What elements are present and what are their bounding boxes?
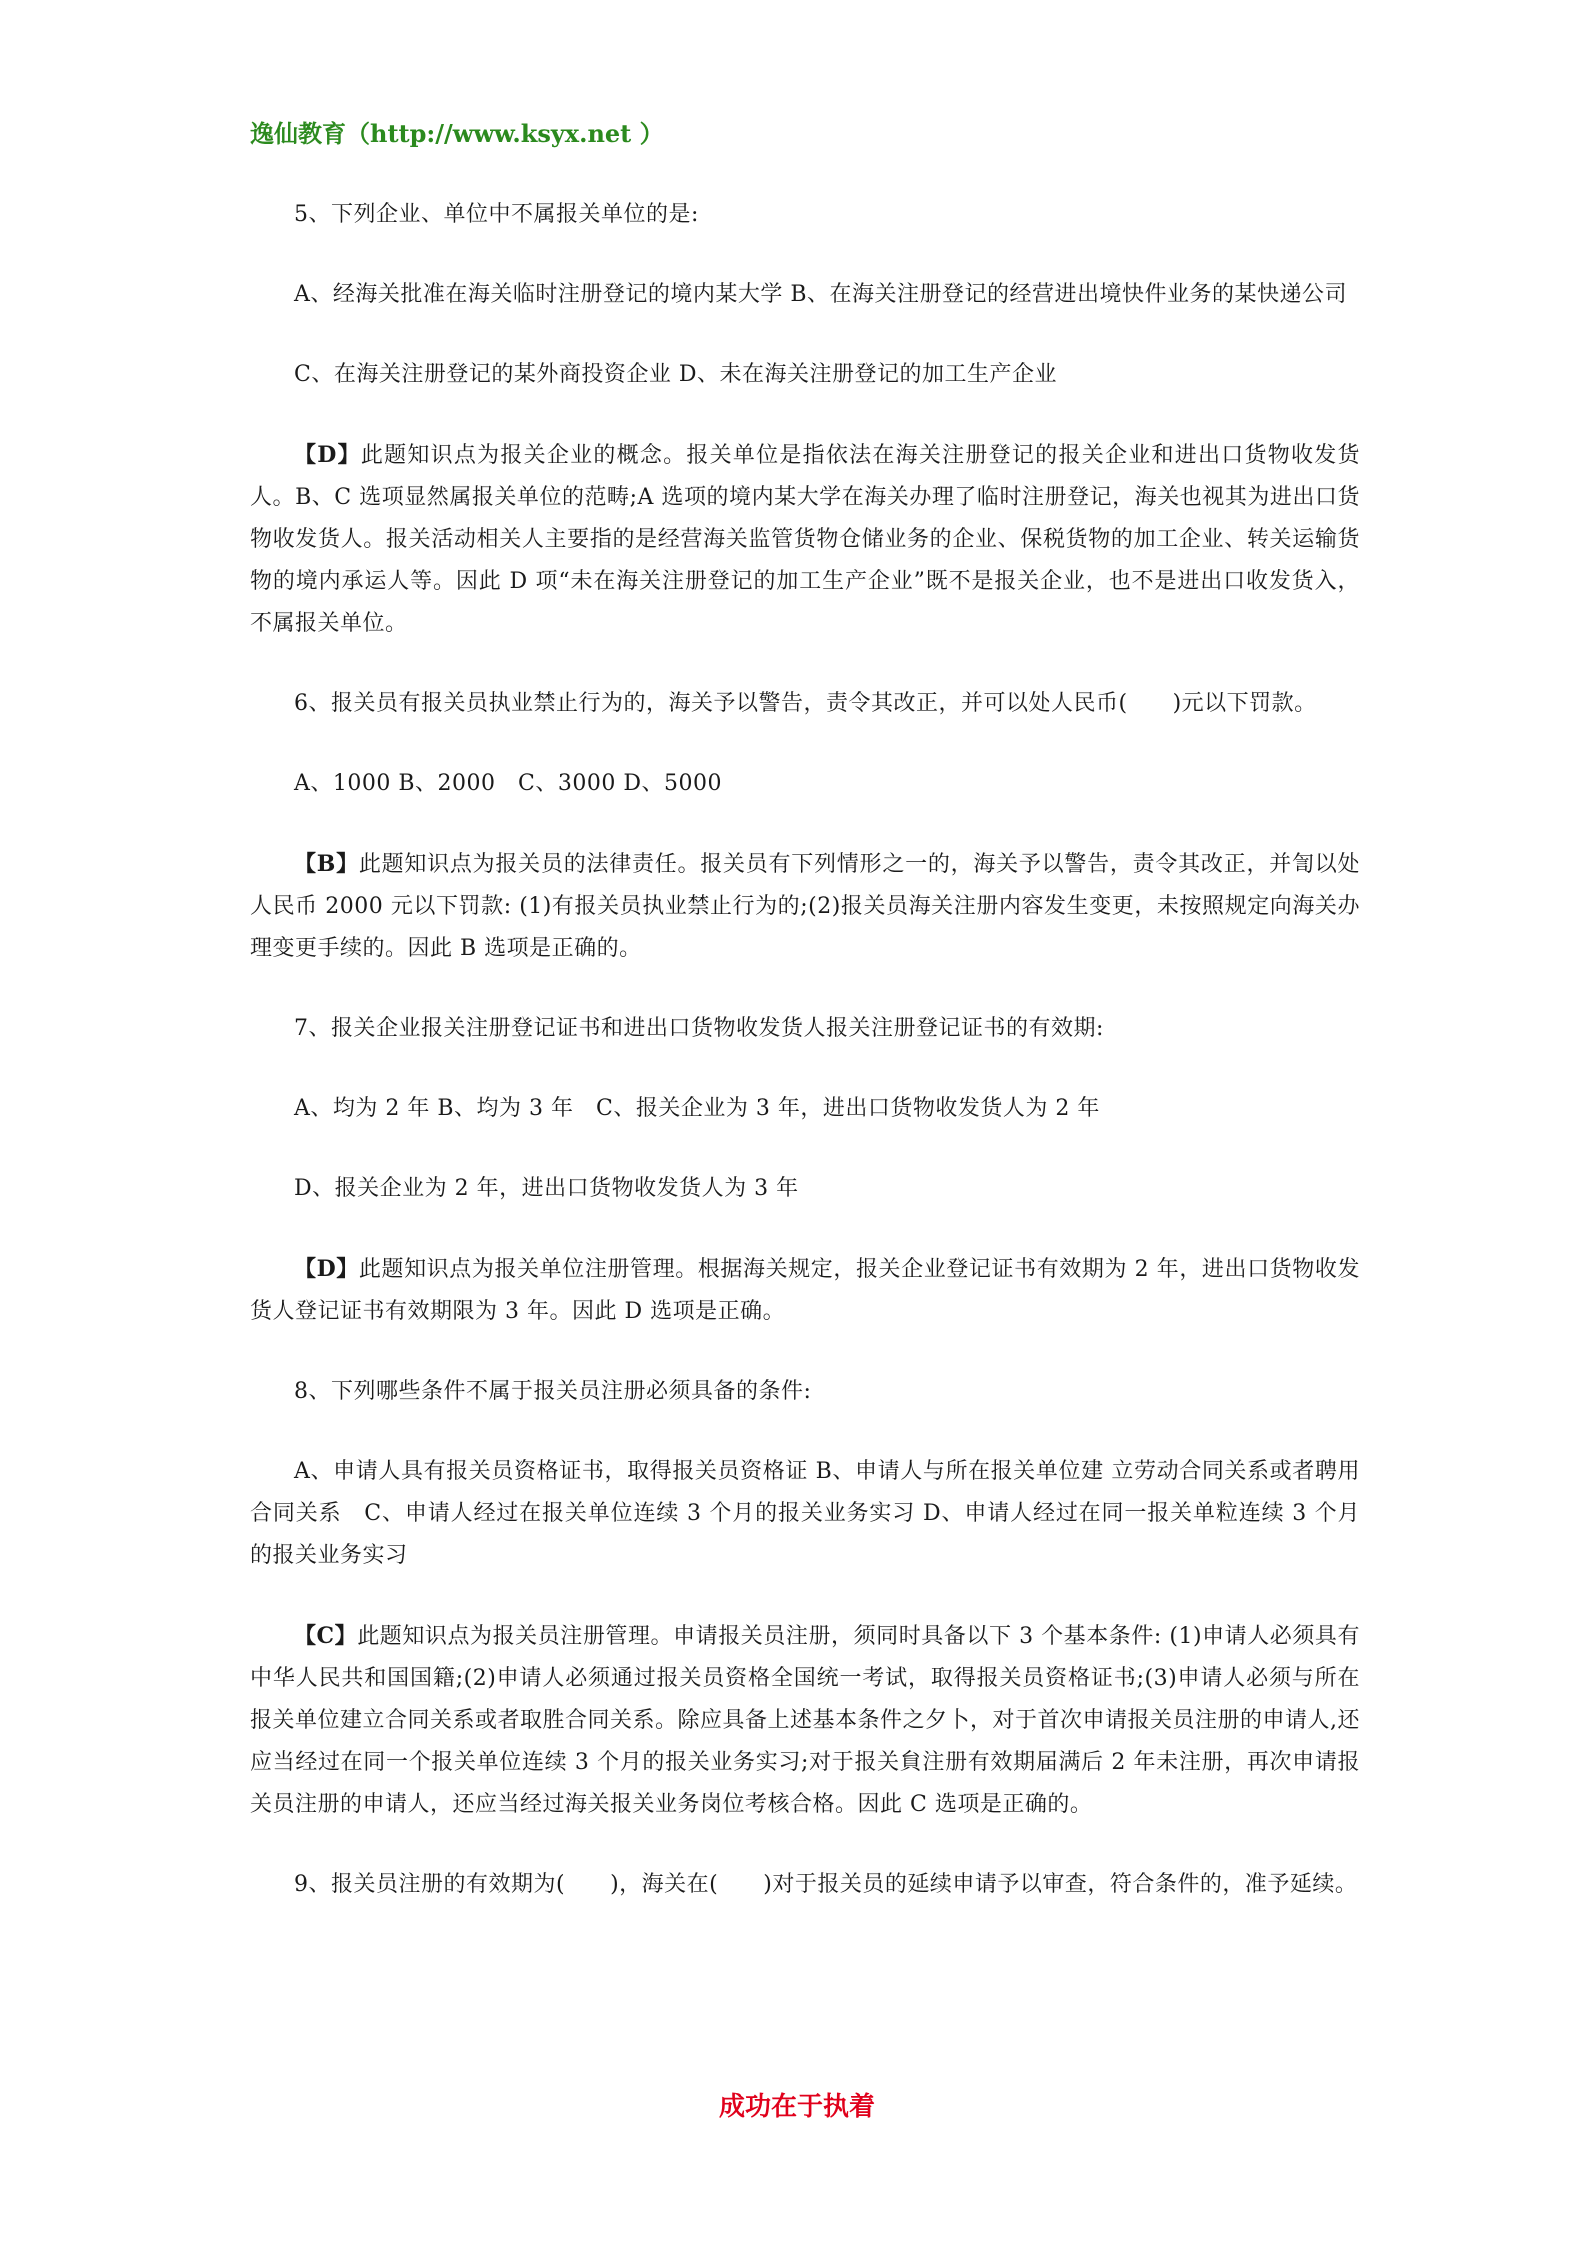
answer-7 bbox=[250, 1248, 1360, 1333]
question-8-options: A、申请人具有报关员资格证书，取得报关员资格证 B、申请人与所在报关单位建 立劳动合同关系或者聘用合同关系 C、申请人经过在报关单位连续 3 个月的报关业务实习 D、申请人经过在同一报关单粒连续 3 个月的报关业务实习 bbox=[250, 1459, 1360, 1568]
question-5-options-cd: C、在海关注册登记的某外商投资企业 D、未在海关注册登记的加工生产企业 bbox=[294, 362, 1057, 387]
footer-slogan: 成功在于执着 bbox=[718, 2092, 875, 2122]
question-9: 9、报关员注册的有效期为( )，海关在( )对于报关员的延续申请予以审查，符合条件的，准予延续。 bbox=[294, 1872, 1358, 1897]
answer-tag: 【D】 bbox=[294, 1256, 359, 1282]
document-page bbox=[250, 118, 1360, 1944]
question-7-options-abc: A、均为 2 年 B、均为 3 年 C、报关企业为 3 年，进出口货物收发货人为 2 年 bbox=[294, 1096, 1100, 1121]
answer-tag: 【C】 bbox=[294, 1623, 358, 1649]
answer-explanation: 此题知识点为报关企业的概念。报关单位是指依法在海关注册登记的报关企业和进出口货物收发货人。B、C 选项显然属报关单位的范畴;A 选项的境内某大学在海关办理了临时注册登记，海关也视其为进出口货物收发货人。报关活动相关人主要指的是经营海关监管货物仓储业务的企业、保税货物的加工企业、转关运输货物的境内承运人等。因此 D 项“未在海关注册登记的加工生产企业”既不是报关企业，也不是进出口收发货入，不属报关单位。 bbox=[250, 443, 1360, 636]
answer-tag: 【D】 bbox=[294, 442, 361, 468]
answer-explanation: 此题知识点为报关员注册管理。申请报关员注册，须同时具备以下 3 个基本条件: (1)申请人必须具有中华人民共和国国籍;(2)申请人必须通过报关员资格全国统一考试，取得报关员资格证书;(3)申请人必须与所在报关单位建立合同关系或者取胜合同关系。除应具备上述基本条件之夕卜，对于首次申请报关员注册的申请人,还应当经过在同一个报关单位连续 3 个月的报关业务实习;对于报关貟注册有效期届满后 2 年未注册，再次申请报关员注册的申请人，还应当经过海关报关业务岗位考核合格。因此 C 选项是正确的。 bbox=[250, 1624, 1360, 1817]
site-header: 逸仙教育（http://www.ksyx.net ） bbox=[250, 119, 664, 148]
question-8: 8、下列哪些条件不属于报关员注册必须具备的条件: bbox=[294, 1379, 812, 1404]
answer-explanation: 此题知识点为报关单位注册管理。根据海关规定，报关企业登记证书有效期为 2 年，进出口货物收发货人登记证书有效期限为 3 年。因此 D 选项是正确。 bbox=[250, 1257, 1360, 1324]
question-7: 7、报关企业报关注册登记证书和进出口货物收发货人报关注册登记证书的有效期: bbox=[294, 1016, 1104, 1041]
question-6: 6、报关员有报关员执业禁止行为的，海关予以警告，责令其改正，并可以处人民币( )元以下罚款。 bbox=[294, 691, 1317, 716]
question-5: 5、下列企业、单位中不属报关单位的是: bbox=[294, 202, 699, 227]
answer-tag: 【B】 bbox=[294, 851, 359, 877]
question-6-options: A、1000 B、2000 C、3000 D、5000 bbox=[294, 771, 722, 796]
answer-8 bbox=[250, 1615, 1360, 1826]
answer-explanation: 此题知识点为报关员的法律责任。报关员有下列情形之一的，海关予以警告，责令其改正，并訇以处人民币 2000 元以下罚款: (1)有报关员执业禁止行为的;(2)报关员海关注册内容发生变更，未按照规定向海关办理变更手续的。因此 B 选项是正确的。 bbox=[250, 852, 1360, 961]
answer-5 bbox=[250, 434, 1360, 645]
answer-6 bbox=[250, 843, 1360, 970]
question-5-options-ab: A、经海关批准在海关临时注册登记的境内某大学 B、在海关注册登记的经营进出境快件业务的某快递公司 bbox=[294, 282, 1348, 307]
question-7-option-d: D、报关企业为 2 年，进出口货物收发货人为 3 年 bbox=[294, 1176, 799, 1201]
